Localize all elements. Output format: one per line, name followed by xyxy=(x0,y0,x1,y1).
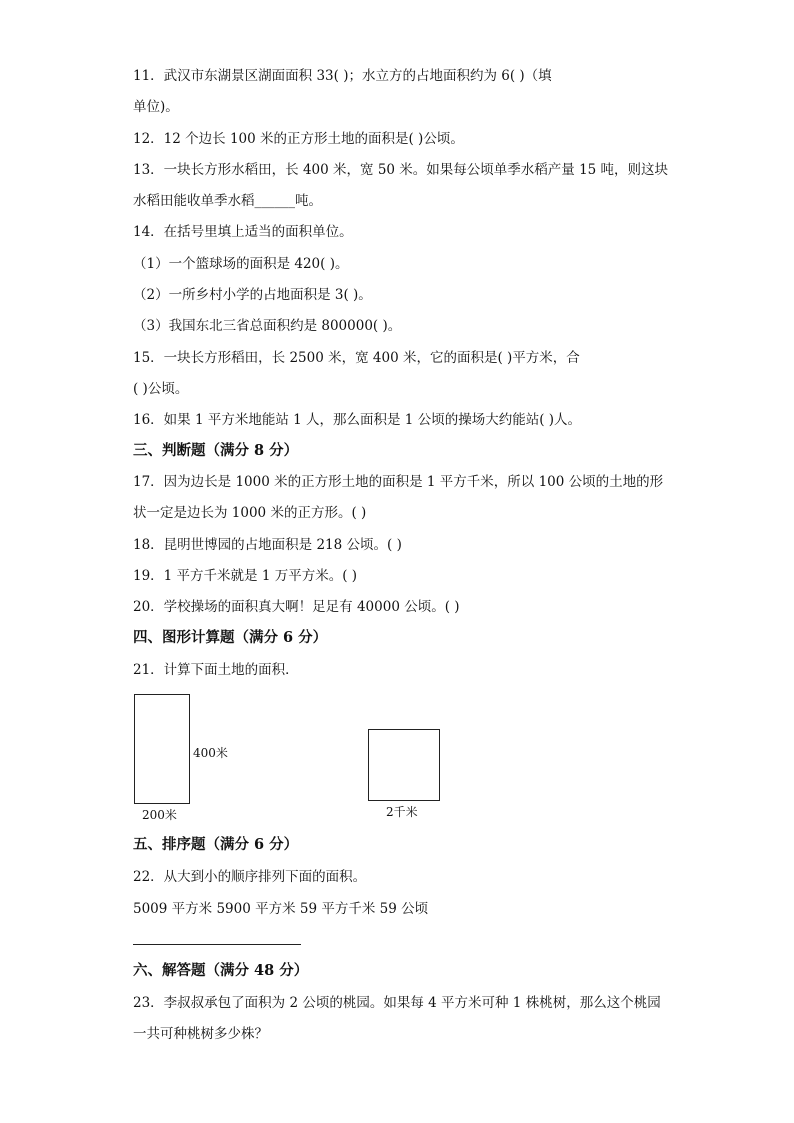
question-21: 21．计算下面土地的面积． xyxy=(133,662,299,678)
rectangle-height-label: 400米 xyxy=(193,746,228,760)
square-land-figure xyxy=(368,729,440,801)
answer-blank-line[interactable] xyxy=(133,944,301,945)
question-22: 22．从大到小的顺序排列下面的面积。 xyxy=(133,869,367,885)
section-3-heading: 三、判断题（满分 8 分） xyxy=(133,442,299,459)
question-15-line2: ( )公顷。 xyxy=(133,381,189,397)
rectangle-width-label: 200米 xyxy=(142,808,177,822)
question-14: 14．在括号里填上适当的面积单位。 xyxy=(133,224,353,240)
question-11-line2: 单位)。 xyxy=(133,99,179,115)
question-19: 19．1 平方千米就是 1 万平方米。( ) xyxy=(133,568,358,584)
question-20: 20．学校操场的面积真大啊！足足有 40000 公顷。( ) xyxy=(133,599,460,615)
section-4-heading: 四、图形计算题（满分 6 分） xyxy=(133,629,328,646)
question-17-line2: 状一定是边长为 1000 米的正方形。( ) xyxy=(133,505,367,521)
question-14-part3: （3）我国东北三省总面积约是 800000( )。 xyxy=(133,318,402,334)
question-15-line1: 15．一块长方形稻田，长 2500 米，宽 400 米，它的面积是( )平方米，合 xyxy=(133,350,580,366)
question-18: 18．昆明世博园的占地面积是 218 公顷。( ) xyxy=(133,537,402,553)
section-6-heading: 六、解答题（满分 48 分） xyxy=(133,962,309,979)
question-17-line1: 17．因为边长是 1000 米的正方形土地的面积是 1 平方千米，所以 100 公顷的土地的形 xyxy=(133,474,664,490)
question-16: 16．如果 1 平方米地能站 1 人，那么面积是 1 公顷的操场大约能站( )人。 xyxy=(133,412,582,428)
section-5-heading: 五、排序题（满分 6 分） xyxy=(133,836,299,853)
question-11-line1: 11．武汉市东湖景区湖面面积 33( )；水立方的占地面积约为 6( )（填 xyxy=(133,68,552,84)
question-23-line1: 23．李叔叔承包了面积为 2 公顷的桃园。如果每 4 平方米可种 1 株桃树，那么这个桃园 xyxy=(133,995,661,1011)
question-14-part2: （2）一所乡村小学的占地面积是 3( )。 xyxy=(133,287,372,303)
square-side-label: 2千米 xyxy=(386,805,418,819)
question-14-part1: （1）一个篮球场的面积是 420( )。 xyxy=(133,256,349,272)
question-23-line2: 一共可种桃树多少株？ xyxy=(133,1026,268,1042)
question-12: 12．12 个边长 100 米的正方形土地的面积是( )公顷。 xyxy=(133,131,464,147)
question-13-line2: 水稻田能收单季水稻______吨。 xyxy=(133,193,322,209)
question-22-items: 5009 平方米 5900 平方米 59 平方千米 59 公顷 xyxy=(133,901,429,917)
question-13-line1: 13．一块长方形水稻田，长 400 米，宽 50 米。如果每公顷单季水稻产量 15 吨，则这块 xyxy=(133,162,669,178)
rectangle-land-figure xyxy=(134,694,190,804)
